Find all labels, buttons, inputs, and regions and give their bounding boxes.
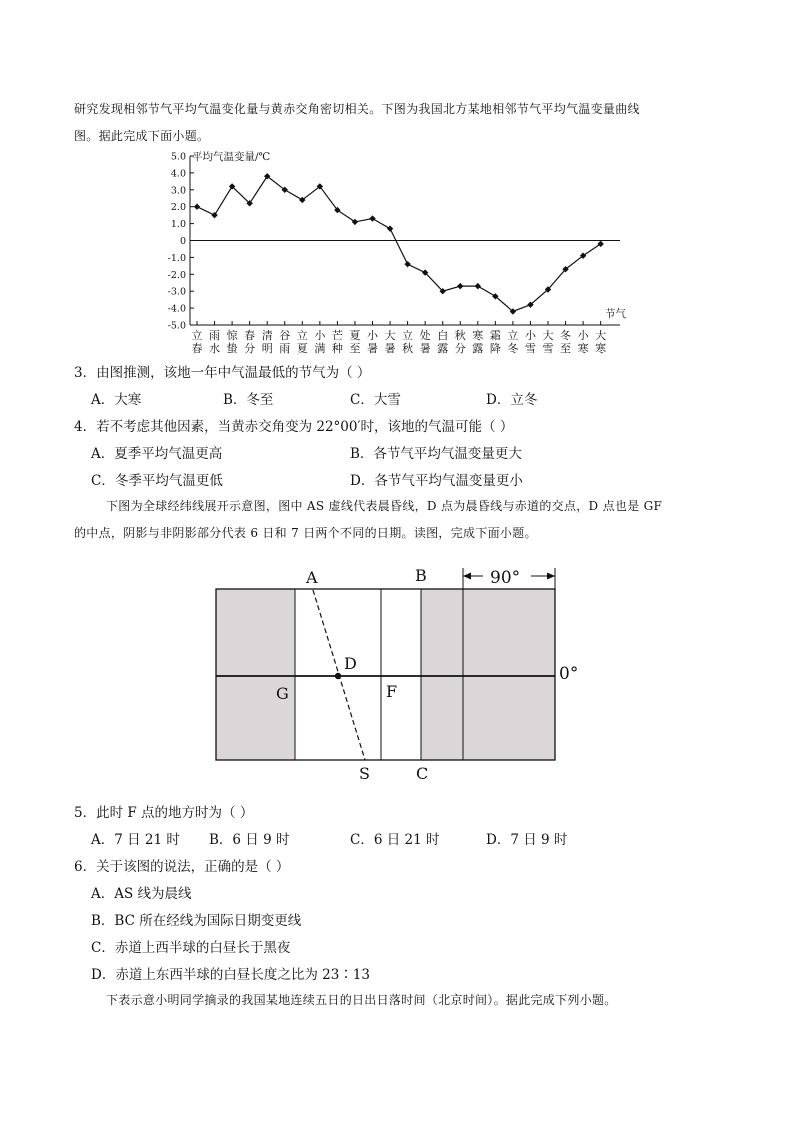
x-tick-label: 夏	[349, 329, 361, 342]
intro1-line1: 研究发现相邻节气平均气温变化量与黄赤交角密切相关。下图为我国北方某地相邻节气平均气温变量曲线	[74, 102, 640, 116]
x-tick-label: 夏	[296, 342, 308, 355]
x-tick-label: 立	[507, 329, 519, 342]
data-point	[457, 283, 463, 289]
q4-option-c[interactable]: C．冬季平均气温更低	[91, 473, 223, 489]
chart-xlabel: 节气	[605, 308, 626, 320]
label-d: D	[344, 654, 357, 673]
x-tick-label: 至	[560, 342, 572, 355]
x-tick-label: 水	[209, 342, 221, 355]
data-point	[597, 241, 603, 247]
label-0-degrees: 0°	[559, 664, 579, 684]
q6-option-d[interactable]: D．赤道上东西半球的白昼长度之比为 23∶13	[91, 967, 370, 983]
x-tick-label: 寒	[577, 342, 589, 355]
x-tick-label: 小	[367, 329, 378, 342]
y-tick-label: 3.0	[170, 185, 186, 197]
x-tick-label: 分	[454, 342, 466, 355]
x-tick-label: 小	[577, 329, 589, 342]
intro3-line1: 下表示意小明同学摘录的我国某地连续五日的日出日落时间（北京时间）。据此完成下列小题。	[106, 993, 617, 1007]
chart-ylabel: 平均气温变量/℃	[192, 151, 271, 163]
q4-option-d[interactable]: D．各节气平均气温变量更小	[350, 473, 523, 489]
x-tick-label: 大	[595, 329, 607, 342]
x-tick-label: 暑	[367, 342, 378, 355]
x-tick-label: 露	[472, 342, 484, 355]
x-tick-label: 明	[261, 342, 273, 355]
x-tick-label: 分	[244, 342, 256, 355]
y-tick-label: 4.0	[170, 168, 186, 180]
x-tick-label: 秋	[454, 329, 466, 342]
series-line	[197, 176, 601, 311]
x-tick-label: 冬	[507, 342, 519, 355]
q4-stem: 4．若不考虑其他因素，当黄赤交角变为 22°00′时，该地的气温可能（ ）	[74, 419, 514, 435]
y-tick-label: -5.0	[167, 320, 186, 332]
data-point	[387, 225, 393, 231]
x-tick-label: 种	[331, 342, 343, 355]
x-tick-label: 小	[314, 329, 326, 342]
x-tick-label: 小	[524, 329, 536, 342]
q5-stem: 5．此时 F 点的地方时为（ ）	[74, 805, 254, 821]
data-point	[352, 219, 358, 225]
label-f: F	[386, 682, 398, 701]
data-point	[475, 283, 481, 289]
q3-option-b[interactable]: B．冬至	[223, 392, 274, 408]
q5-option-d[interactable]: D．7 日 9 时	[486, 832, 568, 848]
x-tick-label: 处	[419, 329, 431, 342]
intro2-line1: 下图为全球经纬线展开示意图，图中 AS 虚线代表晨昏线，D 点为晨昏线与赤道的交点，D 点也是 GF	[106, 499, 663, 513]
label-c: C	[416, 764, 429, 783]
x-tick-label: 至	[349, 342, 361, 355]
data-point	[404, 261, 410, 267]
x-tick-label: 春	[244, 329, 256, 342]
x-tick-label: 降	[489, 342, 501, 355]
x-tick-label: 立	[296, 329, 308, 342]
point-d	[335, 673, 341, 679]
q4-option-a[interactable]: A．夏季平均气温更高	[91, 446, 223, 462]
y-tick-label: -2.0	[167, 269, 186, 281]
x-tick-label: 谷	[279, 329, 291, 342]
q3-option-a[interactable]: A．大寒	[91, 392, 142, 408]
label-b: B	[415, 566, 427, 585]
shaded-region-left	[216, 589, 295, 760]
x-tick-label: 白	[437, 329, 449, 342]
intro2-line2: 的中点，阴影与非阴影部分代表 6 日和 7 日两个不同的日期。读图，完成下面小题。	[74, 526, 537, 540]
x-tick-label: 秋	[402, 342, 414, 355]
label-90-degrees: 90°	[490, 568, 521, 588]
q5-option-a[interactable]: A．7 日 21 时	[91, 832, 180, 848]
q3-option-c[interactable]: C．大雪	[350, 392, 401, 408]
q6-stem: 6．关于该图的说法，正确的是（ ）	[74, 859, 290, 875]
x-tick-label: 清	[261, 329, 273, 342]
data-point	[369, 215, 375, 221]
x-tick-label: 露	[437, 342, 449, 355]
x-tick-label: 蛰	[226, 342, 238, 355]
arrowhead-left	[463, 573, 471, 580]
y-tick-label: 0	[179, 236, 186, 247]
x-tick-label: 惊	[226, 329, 238, 342]
x-tick-label: 满	[314, 342, 326, 355]
q3-stem: 3．由图推测，该地一年中气温最低的节气为（ ）	[74, 365, 371, 381]
x-tick-label: 冬	[560, 329, 572, 342]
arrowhead-right	[547, 573, 555, 580]
y-tick-label: -4.0	[167, 303, 186, 315]
graticule-diagram	[200, 560, 600, 790]
x-tick-label: 寒	[472, 329, 484, 342]
q6-option-c[interactable]: C．赤道上西半球的白昼长于黑夜	[91, 940, 291, 956]
x-tick-label: 雨	[209, 329, 221, 342]
x-tick-label: 立	[402, 329, 414, 342]
intro1-line2: 图。据此完成下面小题。	[74, 129, 210, 143]
x-tick-label: 雪	[524, 342, 536, 355]
label-g: G	[276, 684, 289, 703]
q6-option-a[interactable]: A．AS 线为晨线	[91, 886, 192, 902]
x-tick-label: 暑	[384, 342, 396, 355]
x-tick-label: 立	[191, 329, 203, 342]
x-tick-label: 大	[384, 329, 396, 342]
x-tick-label: 雨	[279, 342, 291, 355]
temperature-change-chart	[150, 145, 640, 360]
y-tick-label: -1.0	[167, 252, 186, 264]
y-tick-label: 5.0	[170, 151, 186, 163]
q5-option-b[interactable]: B．6 日 9 时	[209, 832, 290, 848]
q3-option-d[interactable]: D．立冬	[486, 392, 538, 408]
x-tick-label: 雪	[542, 342, 554, 355]
y-tick-label: -3.0	[167, 286, 186, 298]
x-tick-label: 暑	[419, 342, 431, 355]
q5-option-c[interactable]: C．6 日 21 时	[350, 832, 440, 848]
data-point	[211, 212, 217, 218]
x-tick-label: 春	[191, 342, 203, 355]
q6-option-b[interactable]: B．BC 所在经线为国际日期变更线	[91, 913, 302, 929]
x-tick-label: 霜	[489, 329, 501, 342]
q4-option-b[interactable]: B．各节气平均气温变量更大	[350, 446, 522, 462]
label-s: S	[359, 764, 370, 783]
y-tick-label: 1.0	[170, 219, 186, 231]
x-tick-label: 寒	[595, 342, 607, 355]
y-tick-label: 2.0	[170, 202, 186, 214]
label-a: A	[306, 568, 318, 587]
x-tick-label: 大	[542, 329, 554, 342]
x-tick-label: 芒	[331, 329, 343, 342]
data-point	[194, 204, 200, 210]
shaded-region-right	[421, 589, 555, 760]
